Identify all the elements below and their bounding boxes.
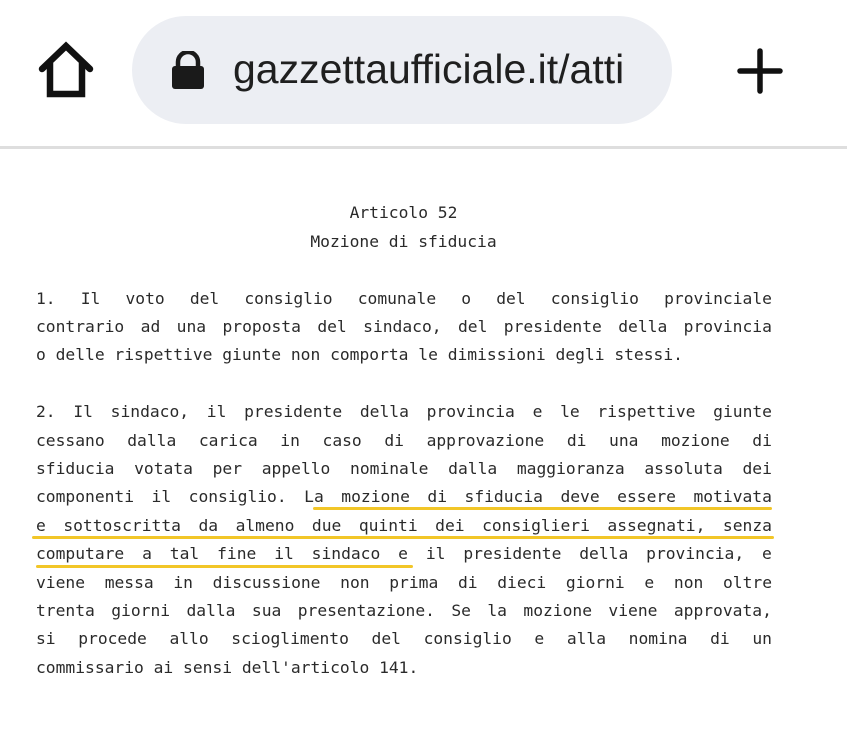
- article-number: Articolo 52: [349, 203, 458, 222]
- url-text[interactable]: gazzettaufficiale.it/atti: [233, 46, 625, 92]
- paragraph-line: 2. Il sindaco, il presidente della provincia e le rispettive giunte: [36, 402, 772, 421]
- article-title: Mozione di sfiducia: [310, 232, 497, 251]
- paragraph-line: cessano dalla carica in caso di approvazione di una mozione di: [36, 431, 772, 450]
- paragraph-line: 1. Il voto del consiglio comunale o del consiglio provinciale: [36, 289, 772, 308]
- paragraph-line: trenta giorni dalla sua presentazione. Se la mozione viene approvata,: [36, 601, 772, 620]
- paragraph-line: sfiducia votata per appello nominale dalla maggioranza assoluta dei: [36, 459, 772, 478]
- paragraph-line: contrario ad una proposta del sindaco, del presidente della provincia: [36, 317, 772, 336]
- paragraph-line: o delle rispettive giunte non comporta le dimissioni degli stessi.: [36, 345, 683, 364]
- paragraph-line: si procede allo scioglimento del consiglio e alla nomina di un: [36, 629, 772, 648]
- paragraph-line: computare a tal fine il sindaco e il presidente della provincia, e: [36, 544, 772, 563]
- paragraph-line: viene messa in discussione non prima di dieci giorni e non oltre: [36, 573, 772, 592]
- paragraph-line: componenti il consiglio. La mozione di sfiducia deve essere motivata: [36, 487, 772, 506]
- paragraph-line: e sottoscritta da almeno due quinti dei consiglieri assegnati, senza: [36, 516, 772, 535]
- paragraph-line: commissario ai sensi dell'articolo 141.: [36, 658, 419, 677]
